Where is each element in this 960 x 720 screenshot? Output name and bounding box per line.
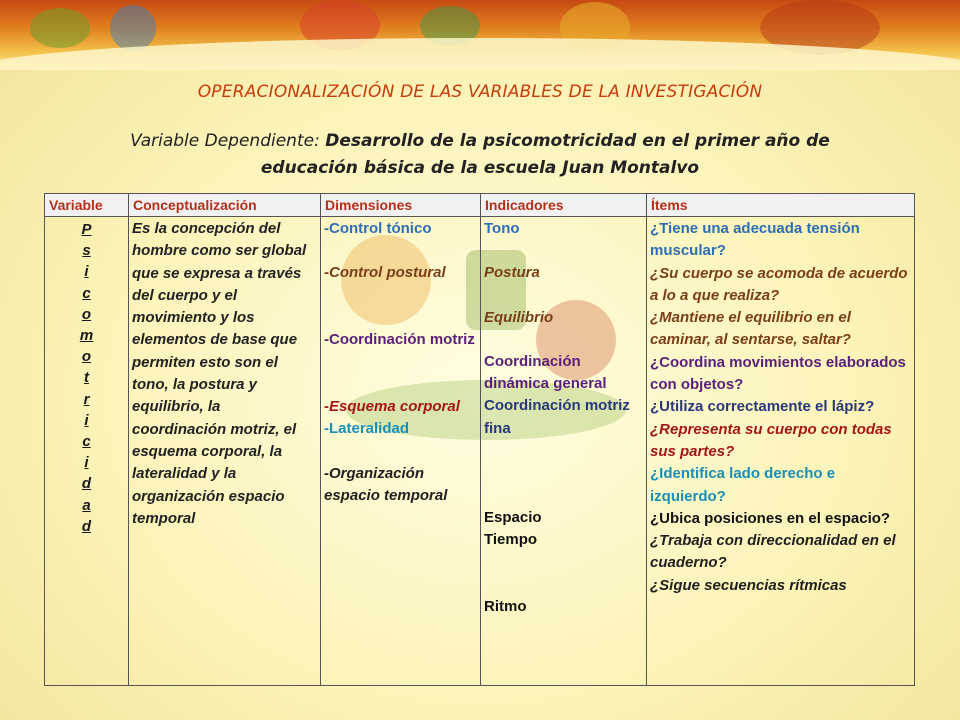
- indicator-tiempo: Tiempo: [484, 531, 538, 549]
- items-cell: [647, 217, 915, 686]
- variable-letter: i: [84, 411, 89, 429]
- header-variable: Variable: [45, 194, 129, 217]
- indicator-tono: Tono: [484, 220, 520, 237]
- variable-vertical-text: [48, 219, 125, 537]
- header-dimensiones: Dimensiones: [321, 194, 481, 217]
- item-representa-cuerpo: ¿Representa su cuerpo con todas sus partes?: [650, 420, 892, 460]
- variable-letter: d: [81, 475, 92, 493]
- header-conceptualizacion: Conceptualización: [129, 194, 321, 217]
- subtitle-label: Variable Dependiente:: [130, 131, 326, 151]
- indicator-espacio: Espacio: [484, 508, 542, 526]
- variable-letter: c: [82, 284, 91, 302]
- indicators-cell: [481, 217, 647, 686]
- variable-letter: r: [83, 390, 90, 408]
- subtitle-value-line2: educación básica de la escuela Juan Montalvo: [260, 158, 700, 178]
- dimension-organizacion-espacio-temporal: -Organización espacio temporal: [324, 464, 448, 504]
- variable-letter: c: [82, 433, 91, 451]
- item-utiliza-lapiz: ¿Utiliza correctamente el lápiz?: [650, 398, 875, 416]
- item-coordina-movimientos: ¿Coordina movimientos elaborados con objetos?: [650, 353, 906, 394]
- page-subtitle: [60, 128, 900, 182]
- dimension-coordinacion-motriz: -Coordinación motriz: [324, 331, 475, 349]
- dimension-control-postural: -Control postural: [324, 264, 446, 282]
- header-indicadores: Indicadores: [481, 194, 647, 217]
- item-identifica-lado: ¿Identifica lado derecho e izquierdo?: [650, 465, 836, 505]
- variable-letter: m: [79, 327, 94, 345]
- dimensions-cell: [321, 217, 481, 686]
- item-mantiene-equilibrio: ¿Mantiene el equilibrio en el caminar, al sentarse, saltar?: [650, 309, 851, 349]
- indicator-ritmo: Ritmo: [484, 598, 527, 616]
- indicator-postura: Postura: [484, 264, 540, 282]
- table-row: [45, 217, 915, 686]
- header-items: Ítems: [647, 194, 915, 217]
- indicator-equilibrio: Equilibrio: [484, 308, 554, 326]
- variable-letter: P: [81, 221, 92, 238]
- item-tension-muscular: ¿Tiene una adecuada tensión muscular?: [650, 220, 860, 260]
- subtitle-value-line1: Desarrollo de la psicomotricidad en el primer año de: [325, 131, 830, 151]
- variable-letter: s: [82, 242, 91, 260]
- page-title: OPERACIONALIZACIÓN DE LAS VARIABLES DE LA INVESTIGACIÓN: [197, 82, 763, 102]
- indicator-coordinacion-motriz-fina: Coordinación motriz fina: [484, 397, 630, 437]
- operationalization-table: [44, 193, 915, 686]
- item-ubica-posiciones: ¿Ubica posiciones en el espacio?: [650, 509, 891, 527]
- item-cuerpo-acomoda: ¿Su cuerpo se acomoda de acuerdo a lo a que realiza?: [650, 264, 908, 304]
- variable-letter: a: [82, 496, 91, 514]
- header-banner: [0, 0, 960, 70]
- variable-letter: t: [84, 369, 89, 387]
- variable-cell: [45, 217, 129, 686]
- dimension-control-tonico: -Control tónico: [324, 220, 432, 237]
- indicator-coordinacion-dinamica-general: Coordinación dinámica general: [484, 352, 607, 393]
- variable-letter: d: [81, 517, 92, 535]
- conceptualization-cell: Es la concepción del hombre como ser global que se expresa a través del cuerpo y el movimiento y los elementos de base que permiten esto son el tono, la postura y equilibrio, la coordinación motriz, el esquema corporal, la lateralidad y la organización espacio temporal: [129, 217, 321, 686]
- table-header-row: [45, 194, 915, 217]
- variable-letter: o: [81, 305, 92, 323]
- item-secuencias-ritmicas: ¿Sigue secuencias rítmicas: [650, 576, 847, 594]
- variable-letter: i: [84, 454, 89, 472]
- dimension-esquema-corporal: -Esquema corporal: [324, 398, 460, 416]
- item-direccionalidad: ¿Trabaja con direccionalidad en el cuaderno?: [650, 532, 896, 572]
- variable-letter: o: [81, 348, 92, 366]
- dimension-lateralidad: -Lateralidad: [324, 420, 410, 438]
- variable-letter: i: [84, 263, 89, 281]
